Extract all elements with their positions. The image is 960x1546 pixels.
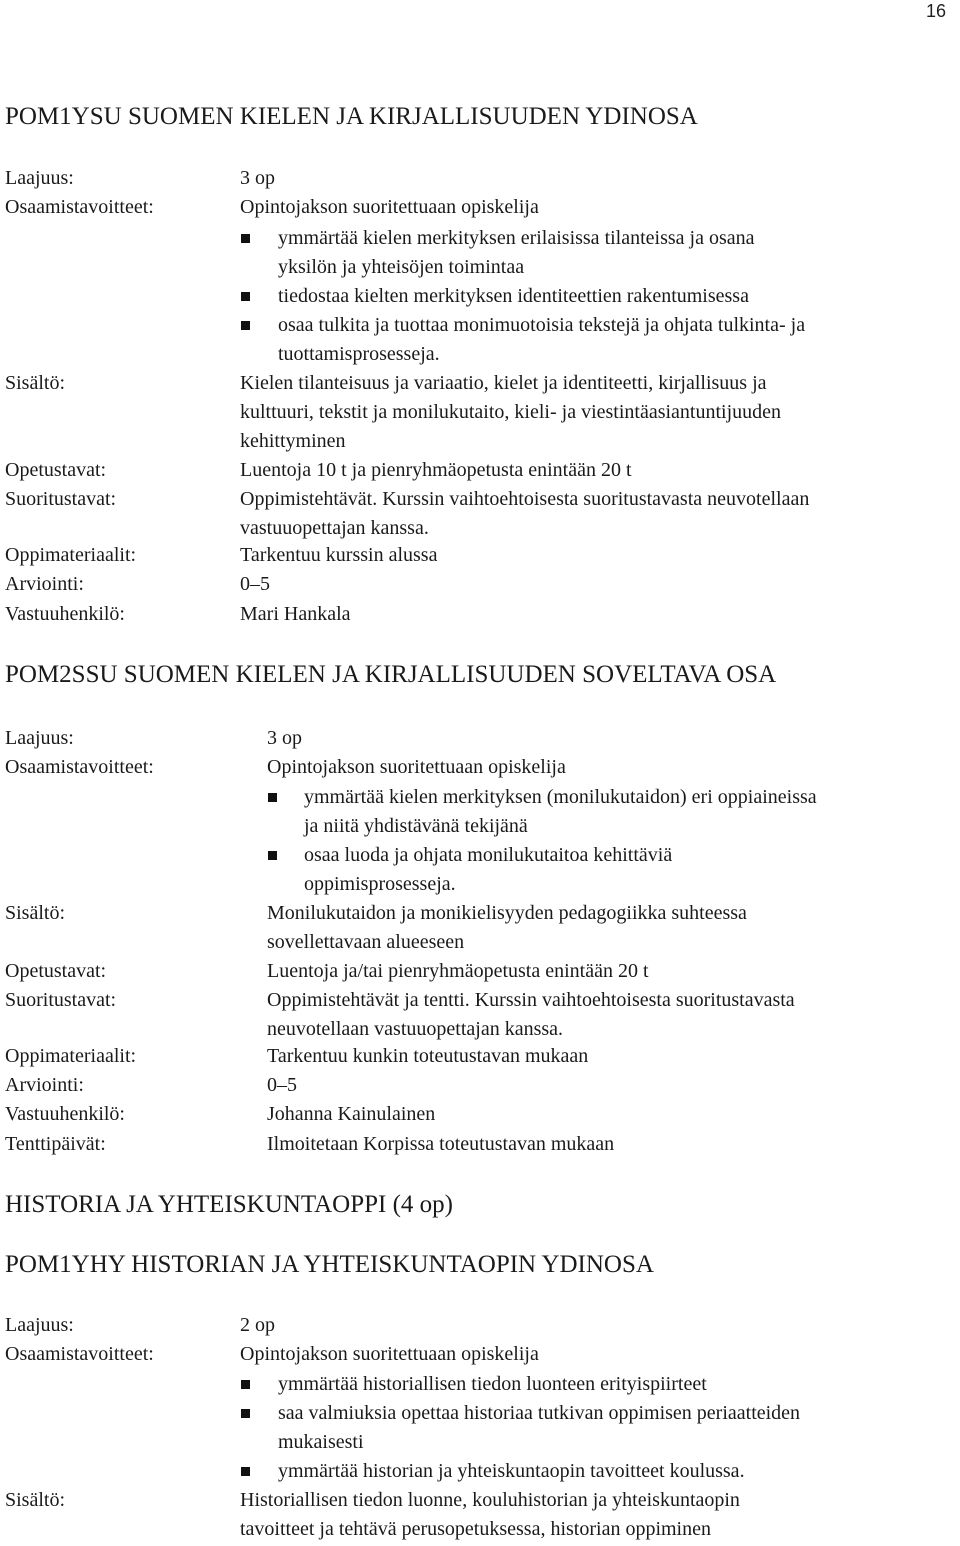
field-value: 3 op [240,167,275,189]
list-item: osaa tulkita ja tuottaa monimuotoisia tekstejä ja ohjata tulkinta- ja [278,314,806,336]
field-value: 3 op [267,727,302,749]
field-label: Opetustavat: [5,459,107,481]
bullet-icon [241,292,250,301]
list-item: ymmärtää historian ja yhteiskuntaopin tavoitteet koulussa. [278,1460,745,1482]
field-label: Oppimateriaalit: [5,544,137,566]
field-value: Luentoja 10 t ja pienryhmäopetusta enintään 20 t [240,459,632,481]
list-item-cont: tuottamisprosesseja. [278,343,440,365]
field-label: Osaamistavoitteet: [5,196,154,218]
bullet-icon [268,851,277,860]
field-value: 0–5 [267,1074,297,1096]
field-label: Arviointi: [5,573,84,595]
field-value: Kielen tilanteisuus ja variaatio, kielet ja identiteetti, kirjallisuus ja [240,372,767,394]
field-label: Opetustavat: [5,960,107,982]
list-item: ymmärtää kielen merkityksen (monilukutaidon) eri oppiaineissa [304,786,817,808]
field-label: Laajuus: [5,727,74,749]
list-item: ymmärtää kielen merkityksen erilaisissa tilanteissa ja osana [278,227,755,249]
field-value: Historiallisen tiedon luonne, kouluhistorian ja yhteiskuntaopin [240,1489,740,1511]
field-value-cont: kulttuuri, tekstit ja monilukutaito, kieli- ja viestintäasiantuntijuuden [240,401,782,423]
field-value: Monilukutaidon ja monikielisyyden pedagogiikka suhteessa [267,902,747,924]
field-label: Laajuus: [5,1314,74,1336]
list-item: tiedostaa kielten merkityksen identiteettien rakentumisessa [278,285,749,307]
list-item-cont: mukaisesti [278,1431,364,1453]
field-label: Sisältö: [5,902,66,924]
list-item-cont: oppimisprosesseja. [304,873,456,895]
field-label: Laajuus: [5,167,74,189]
list-item: ymmärtää historiallisen tiedon luonteen erityispiirteet [278,1373,707,1395]
bullet-icon [268,793,277,802]
field-value: Ilmoitetaan Korpissa toteutustavan mukaan [267,1133,615,1155]
field-label: Suoritustavat: [5,488,117,510]
section-title: POM1YSU SUOMEN KIELEN JA KIRJALLISUUDEN YDINOSA [5,103,698,130]
field-label: Sisältö: [5,372,66,394]
field-label: Osaamistavoitteet: [5,1343,154,1365]
field-label: Oppimateriaalit: [5,1045,137,1067]
section-title: HISTORIA JA YHTEISKUNTAOPPI (4 op) [5,1191,454,1218]
section-title: POM2SSU SUOMEN KIELEN JA KIRJALLISUUDEN SOVELTAVA OSA [5,661,777,688]
field-value: Opintojakson suoritettuaan opiskelija [267,756,566,778]
page-number: 16 [925,1,946,21]
bullet-icon [241,1409,250,1418]
list-item-cont: ja niitä yhdistävänä tekijänä [304,815,528,837]
bullet-icon [241,1467,250,1476]
field-value: 2 op [240,1314,275,1336]
field-value: Oppimistehtävät. Kurssin vaihtoehtoisesta suoritustavasta neuvotellaan [240,488,810,510]
field-value-cont: tavoitteet ja tehtävä perusopetuksessa, historian oppiminen [240,1518,711,1540]
field-label: Vastuuhenkilö: [5,1103,125,1125]
field-label: Tenttipäivät: [5,1133,106,1155]
field-label: Sisältö: [5,1489,66,1511]
field-value: 0–5 [240,573,270,595]
bullet-icon [241,234,250,243]
field-value: Tarkentuu kunkin toteutustavan mukaan [267,1045,589,1067]
section-title: POM1YHY HISTORIAN JA YHTEISKUNTAOPIN YDINOSA [5,1251,654,1278]
bullet-icon [241,1380,250,1389]
field-label: Arviointi: [5,1074,84,1096]
field-value-cont: kehittyminen [240,430,346,452]
field-value: Johanna Kainulainen [267,1103,436,1125]
field-value: Mari Hankala [240,603,351,625]
field-label: Suoritustavat: [5,989,117,1011]
field-value: Luentoja ja/tai pienryhmäopetusta enintään 20 t [267,960,649,982]
bullet-icon [241,321,250,330]
list-item: saa valmiuksia opettaa historiaa tutkivan oppimisen periaatteiden [278,1402,801,1424]
field-label: Osaamistavoitteet: [5,756,154,778]
field-value-cont: sovellettavaan alueeseen [267,931,465,953]
field-value: Tarkentuu kurssin alussa [240,544,438,566]
field-value: Opintojakson suoritettuaan opiskelija [240,1343,539,1365]
list-item-cont: yksilön ja yhteisöjen toimintaa [278,256,525,278]
field-value-cont: vastuuopettajan kanssa. [240,517,429,539]
list-item: osaa luoda ja ohjata monilukutaitoa kehittäviä [304,844,673,866]
field-value: Opintojakson suoritettuaan opiskelija [240,196,539,218]
field-label: Vastuuhenkilö: [5,603,125,625]
field-value-cont: neuvotellaan vastuuopettajan kanssa. [267,1018,564,1040]
field-value: Oppimistehtävät ja tentti. Kurssin vaihtoehtoisesta suoritustavasta [267,989,795,1011]
